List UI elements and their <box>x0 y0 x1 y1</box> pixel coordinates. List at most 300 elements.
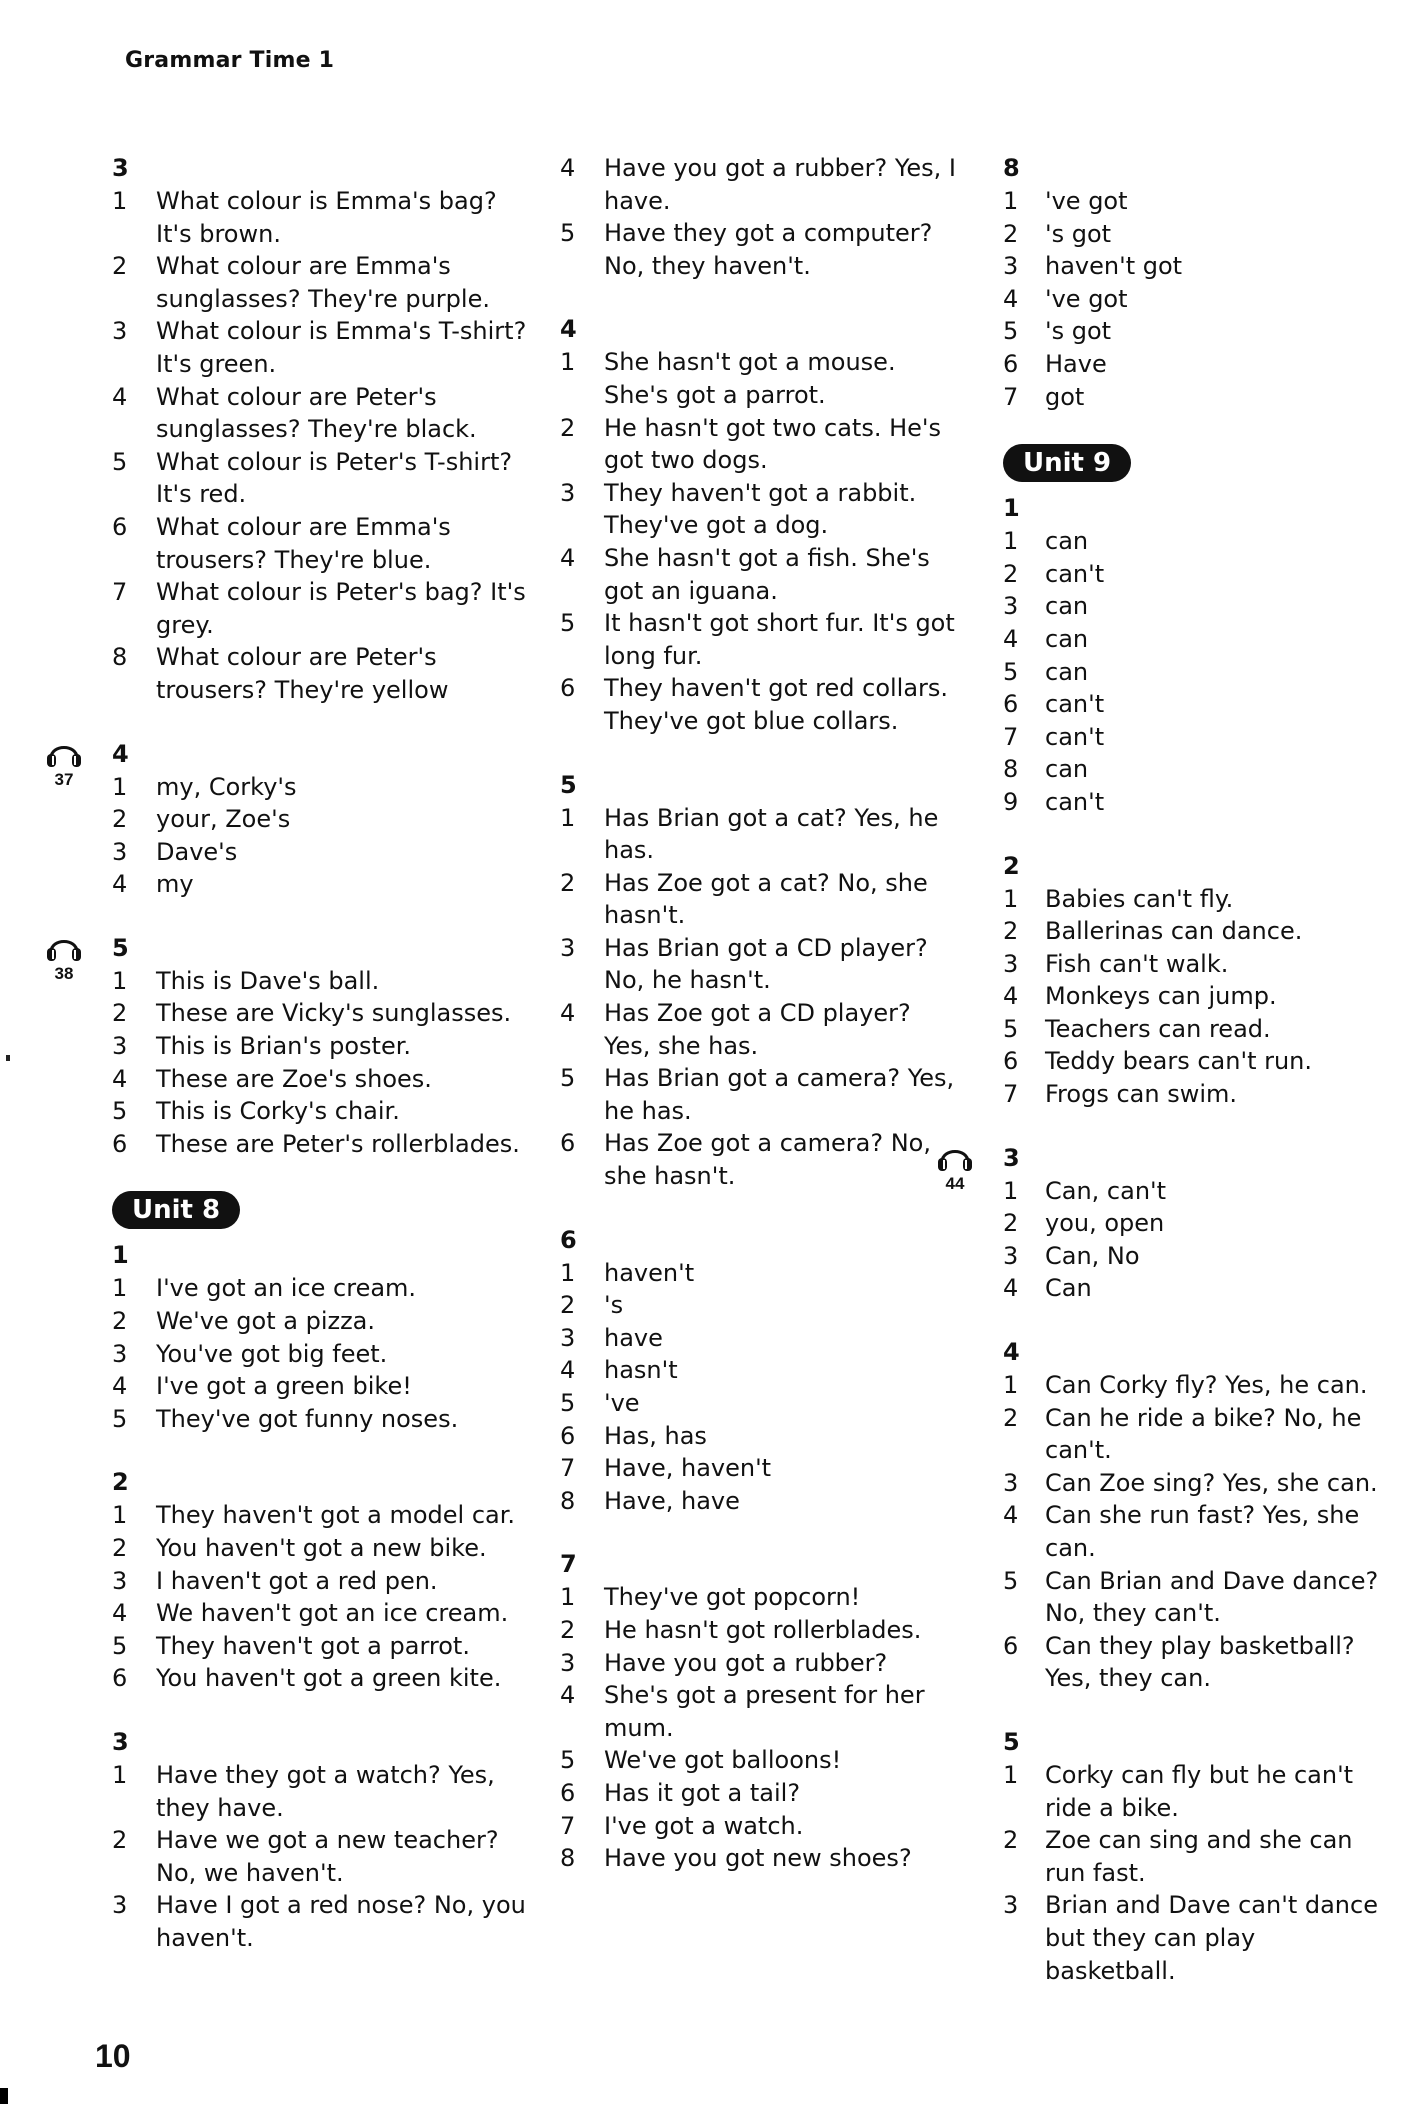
answer-item <box>560 1744 960 1777</box>
answer-number: 5 <box>112 1097 128 1126</box>
answer-text: This is Brian's poster. <box>156 1032 412 1061</box>
answer-item <box>1003 915 1393 948</box>
answer-text: Can they play basketball? Yes, they can. <box>1045 1631 1355 1693</box>
answer-text: You haven't got a green kite. <box>156 1664 502 1693</box>
answer-text: 's got <box>1045 219 1112 248</box>
answer-number: 3 <box>112 1339 128 1368</box>
answer-item <box>560 1581 960 1614</box>
answer-text: Has Brian got a CD player? No, he hasn't. <box>604 933 928 995</box>
answer-item <box>560 1614 960 1647</box>
answer-text: Can he ride a bike? No, he can't. <box>1045 1403 1362 1465</box>
answer-number: 2 <box>1003 1403 1019 1432</box>
answer-list <box>1003 525 1393 818</box>
answer-item <box>560 542 960 607</box>
answer-item <box>112 1597 532 1630</box>
exercise-number: 7 <box>560 1550 577 1579</box>
answer-number: 8 <box>560 1486 576 1515</box>
answer-text: 've <box>604 1389 640 1417</box>
answer-item <box>112 868 532 901</box>
answer-item <box>560 1485 960 1518</box>
answer-item <box>112 836 532 869</box>
answer-item <box>112 446 532 511</box>
answer-number: 5 <box>1003 1566 1019 1595</box>
exercise-2 <box>1003 850 1393 1111</box>
answer-text: He hasn't got two cats. He's got two dogs. <box>604 413 942 475</box>
answer-item <box>560 477 960 542</box>
answer-text: Have we got a new teacher? No, we haven't. <box>156 1826 499 1887</box>
answer-item <box>1003 623 1393 656</box>
answer-text: Have, haven't <box>604 1454 772 1483</box>
answer-item <box>1003 786 1393 819</box>
answer-number: 6 <box>560 1778 576 1807</box>
answer-number: 7 <box>1003 722 1019 751</box>
answer-item <box>112 1063 532 1096</box>
answer-item <box>1003 1499 1393 1564</box>
answer-number: 1 <box>560 1258 576 1287</box>
answer-item <box>560 1842 960 1875</box>
answer-number: 4 <box>560 1356 576 1385</box>
exercise-number: 5 <box>560 770 577 799</box>
answer-number: 4 <box>560 999 576 1028</box>
answer-text: We've got balloons! <box>604 1746 842 1775</box>
answer-number: 4 <box>1003 1274 1019 1303</box>
answer-text: 's got <box>1045 317 1112 346</box>
answer-text: These are Vicky's sunglasses. <box>156 999 512 1028</box>
answer-text: can <box>1045 657 1089 686</box>
answer-item <box>560 1322 960 1355</box>
answer-item <box>1003 1759 1393 1824</box>
exercise-number: 5 <box>1003 1727 1020 1756</box>
answer-number: 3 <box>1003 1241 1019 1270</box>
answer-text: Can she run fast? Yes, she can. <box>1045 1501 1360 1562</box>
exercise-number: 4 <box>1003 1338 1020 1367</box>
answer-number: 5 <box>560 1746 576 1775</box>
answer-item <box>1003 283 1393 316</box>
answer-number: 7 <box>560 1454 576 1483</box>
answer-text: can <box>1045 624 1089 653</box>
answer-text: Has, has <box>604 1421 707 1450</box>
answer-text: can <box>1045 527 1089 556</box>
exercise-3 <box>112 152 532 707</box>
answer-number: 1 <box>1003 1176 1019 1205</box>
exercise-number: 1 <box>1003 494 1020 523</box>
answer-number: 3 <box>112 1891 128 1920</box>
answer-number: 3 <box>1003 1891 1019 1920</box>
answer-text: Have you got a rubber? Yes, I have. <box>604 154 956 215</box>
answer-number: 4 <box>1003 1501 1019 1530</box>
answer-list <box>560 1581 960 1874</box>
answer-text: He hasn't got rollerblades. <box>604 1615 922 1644</box>
answer-text: 've got <box>1045 187 1128 215</box>
answer-number: 4 <box>1003 982 1019 1011</box>
answer-text: Can <box>1045 1274 1092 1303</box>
answer-text: Dave's <box>156 837 238 866</box>
answer-item <box>112 1499 532 1532</box>
exercise-number: 2 <box>1003 851 1020 880</box>
answer-item <box>1003 753 1393 786</box>
answer-text: my <box>156 870 194 899</box>
answer-text: Teddy bears can't run. <box>1045 1047 1313 1076</box>
unit-badge: Unit 8 <box>112 1191 240 1229</box>
answer-text: can <box>1045 592 1089 621</box>
answer-number: 5 <box>112 1631 128 1660</box>
answer-text: What colour is Emma's bag? It's brown. <box>156 187 497 248</box>
answer-text: Have I got a red nose? No, you haven't. <box>156 1891 526 1952</box>
answer-item <box>1003 315 1393 348</box>
answer-number: 6 <box>1003 349 1019 378</box>
audio-track-number: 38 <box>54 963 74 983</box>
exercise-3 <box>112 1726 532 1955</box>
answer-item <box>1003 721 1393 754</box>
answer-item <box>1003 1240 1393 1273</box>
exercise-4 <box>1003 1336 1393 1695</box>
answer-number: 4 <box>560 154 576 182</box>
answer-number: 5 <box>560 219 576 248</box>
answer-text: Have you got a rubber? <box>604 1648 888 1677</box>
answer-item <box>112 1095 532 1128</box>
answer-item <box>560 1062 960 1127</box>
unit-badge: Unit 9 <box>1003 444 1131 482</box>
answer-item <box>1003 1402 1393 1467</box>
answer-item <box>1003 381 1393 414</box>
audio-track-marker <box>935 1142 975 1194</box>
answer-number: 4 <box>112 870 128 899</box>
answer-item <box>1003 1045 1393 1078</box>
answer-list <box>1003 883 1393 1111</box>
answer-number: 6 <box>1003 1631 1019 1660</box>
answer-text: We haven't got an ice cream. <box>156 1599 509 1628</box>
exercise-5 <box>54 932 532 1161</box>
scan-speck <box>6 1055 10 1061</box>
exercise-number: 8 <box>1003 154 1020 182</box>
exercise-number: 6 <box>560 1225 577 1254</box>
answer-number: 2 <box>112 1826 128 1855</box>
answer-item <box>560 1420 960 1453</box>
answer-item <box>1003 1824 1393 1889</box>
answer-number: 2 <box>112 805 128 834</box>
answer-text: We've got a pizza. <box>156 1307 376 1336</box>
answer-item <box>560 346 960 411</box>
answer-number: 3 <box>1003 592 1019 621</box>
answer-text: She hasn't got a mouse. She's got a parrot. <box>604 348 896 409</box>
exercise-5 <box>560 769 960 1193</box>
exercise-number: 4 <box>560 315 577 344</box>
answer-text: These are Peter's rollerblades. <box>156 1129 520 1158</box>
answer-text: haven't got <box>1045 252 1183 281</box>
answer-item <box>1003 558 1393 591</box>
answer-number: 3 <box>560 1648 576 1677</box>
answer-column-2 <box>560 152 960 1906</box>
answer-number: 3 <box>1003 1468 1019 1497</box>
answer-text: It hasn't got short fur. It's got long fur. <box>604 609 955 670</box>
answer-item <box>1003 1078 1393 1111</box>
answer-text: She hasn't got a fish. She's got an iguana. <box>604 543 930 605</box>
answer-item <box>112 803 532 836</box>
exercise-number: 2 <box>112 1468 129 1497</box>
answer-text: They haven't got a model car. <box>156 1501 516 1530</box>
answer-number: 2 <box>560 413 576 442</box>
answer-list <box>112 185 532 707</box>
answer-item <box>112 1403 532 1436</box>
answer-number: 6 <box>560 1421 576 1450</box>
answer-number: 5 <box>112 447 128 476</box>
headphones-icon <box>46 932 82 962</box>
exercise-1 <box>1003 492 1393 818</box>
answer-text: Fish can't walk. <box>1045 949 1229 978</box>
answer-text: I haven't got a red pen. <box>156 1566 438 1595</box>
answer-item <box>560 217 960 282</box>
answer-item <box>112 1370 532 1403</box>
answer-number: 2 <box>1003 917 1019 946</box>
exercise-number: 3 <box>112 1727 129 1756</box>
answer-text: I've got an ice cream. <box>156 1274 417 1303</box>
answer-text: They haven't got a parrot. <box>156 1631 470 1660</box>
answer-number: 2 <box>1003 219 1019 248</box>
answer-number: 3 <box>112 837 128 866</box>
exercise-3 <box>945 1142 1393 1305</box>
answer-number: 1 <box>112 966 128 995</box>
answer-number: 6 <box>1003 1047 1019 1076</box>
answer-text: Has Zoe got a cat? No, she hasn't. <box>604 868 928 930</box>
exercise-number: 5 <box>112 933 129 962</box>
answer-number: 2 <box>560 1615 576 1644</box>
answer-item <box>1003 688 1393 721</box>
exercise-4 <box>560 313 960 737</box>
exercise-2 <box>112 1466 532 1695</box>
answer-item <box>1003 883 1393 916</box>
answer-text: Can Corky fly? Yes, he can. <box>1045 1371 1368 1400</box>
unit-heading <box>112 1191 532 1239</box>
answer-item <box>112 1532 532 1565</box>
answer-number: 4 <box>560 543 576 572</box>
answer-number: 2 <box>560 868 576 897</box>
answer-text: haven't <box>604 1258 695 1287</box>
answer-text: What colour is Emma's T-shirt? It's green. <box>156 317 527 378</box>
answer-number: 2 <box>560 1291 576 1320</box>
answer-list <box>1003 1759 1393 1987</box>
answer-item <box>1003 185 1393 218</box>
exercise-number: 3 <box>1003 1143 1020 1172</box>
unit-heading <box>1003 444 1393 492</box>
answer-number: 3 <box>1003 252 1019 281</box>
answer-text: Has Brian got a cat? Yes, he has. <box>604 803 939 865</box>
answer-item <box>1003 1630 1393 1695</box>
answer-number: 2 <box>1003 1826 1019 1855</box>
answer-text: They've got funny noses. <box>156 1404 459 1433</box>
answer-item <box>112 576 532 641</box>
answer-number: 3 <box>560 933 576 962</box>
answer-number: 5 <box>560 1389 576 1417</box>
answer-text: 's <box>604 1291 624 1320</box>
answer-text: Teachers can read. <box>1045 1014 1271 1043</box>
answer-text: Have they got a watch? Yes, they have. <box>156 1760 495 1822</box>
exercise-continued <box>560 152 960 282</box>
answer-number: 1 <box>560 803 576 832</box>
answer-text: got <box>1045 382 1085 411</box>
scan-edge-mark <box>0 2088 8 2104</box>
answer-item <box>560 1452 960 1485</box>
audio-track-number: 37 <box>54 769 74 789</box>
answer-text: 've got <box>1045 284 1128 313</box>
answer-text: Have <box>1045 349 1107 378</box>
exercise-8 <box>1003 152 1393 413</box>
exercise-1 <box>112 1239 532 1435</box>
answer-item <box>1003 1889 1393 1987</box>
exercise-5 <box>1003 1726 1393 1987</box>
answer-item <box>560 1257 960 1290</box>
answer-number: 4 <box>112 1064 128 1093</box>
answer-text: Babies can't fly. <box>1045 884 1234 913</box>
answer-item <box>112 1305 532 1338</box>
answer-item <box>1003 250 1393 283</box>
answer-number: 1 <box>560 1583 576 1612</box>
headphones-icon <box>46 738 82 768</box>
answer-item <box>560 607 960 672</box>
answer-number: 1 <box>112 1274 128 1303</box>
answer-list <box>112 1499 532 1695</box>
answer-item <box>112 771 532 804</box>
answer-item <box>560 1127 960 1192</box>
answer-text: your, Zoe's <box>156 805 291 834</box>
answer-item <box>112 1272 532 1305</box>
answer-number: 6 <box>112 1129 128 1158</box>
answer-item <box>112 511 532 576</box>
answer-item <box>560 1777 960 1810</box>
answer-item <box>560 1289 960 1322</box>
answer-item <box>1003 1565 1393 1630</box>
answer-item <box>112 1630 532 1663</box>
answer-text: can't <box>1045 690 1105 719</box>
answer-column-1 <box>54 152 532 1986</box>
answer-item <box>1003 948 1393 981</box>
answer-item <box>1003 980 1393 1013</box>
answer-number: 3 <box>1003 949 1019 978</box>
audio-track-marker <box>44 738 84 790</box>
answer-text: Zoe can sing and she can run fast. <box>1045 1826 1353 1887</box>
answer-item <box>1003 1013 1393 1046</box>
answer-item <box>112 1824 532 1889</box>
answer-text: Corky can fly but he can't ride a bike. <box>1045 1760 1354 1822</box>
answer-item <box>1003 525 1393 558</box>
answer-text: Have they got a computer? No, they haven't. <box>604 219 933 280</box>
answer-item <box>112 1338 532 1371</box>
answer-text: my, Corky's <box>156 772 297 801</box>
answer-number: 2 <box>1003 1209 1019 1238</box>
answer-list <box>560 802 960 1193</box>
answer-list <box>112 965 532 1161</box>
answer-text: Have you got new shoes? <box>604 1844 912 1873</box>
answer-text: These are Zoe's shoes. <box>156 1064 432 1093</box>
answer-text: I've got a watch. <box>604 1811 804 1840</box>
answer-number: 1 <box>1003 884 1019 913</box>
answer-number: 1 <box>560 348 576 377</box>
answer-item <box>1003 656 1393 689</box>
answer-item <box>560 867 960 932</box>
answer-text: They haven't got a rabbit. They've got a dog. <box>604 478 917 540</box>
answer-number: 1 <box>1003 1371 1019 1400</box>
answer-list <box>560 152 960 282</box>
answer-text: I've got a green bike! <box>156 1372 412 1401</box>
answer-number: 2 <box>112 1307 128 1336</box>
answer-item <box>1003 1272 1393 1305</box>
answer-number: 7 <box>1003 382 1019 411</box>
answer-item <box>560 802 960 867</box>
answer-item <box>112 1889 532 1954</box>
page-number: 10 <box>95 2038 131 2074</box>
answer-number: 4 <box>112 1372 128 1401</box>
answer-number: 1 <box>1003 527 1019 556</box>
answer-item <box>112 250 532 315</box>
page-corner-mask <box>981 0 1408 94</box>
answer-number: 5 <box>560 609 576 638</box>
answer-item <box>112 997 532 1030</box>
answer-item <box>112 1662 532 1695</box>
answer-number: 4 <box>1003 284 1019 313</box>
answer-text: Has Brian got a camera? Yes, he has. <box>604 1064 955 1125</box>
answer-number: 9 <box>1003 787 1019 816</box>
answer-number: 3 <box>112 1032 128 1061</box>
answer-item <box>112 381 532 446</box>
answer-text: Have, have <box>604 1486 740 1515</box>
answer-item <box>560 672 960 737</box>
answer-number: 2 <box>1003 559 1019 588</box>
answer-text: What colour are Emma's trousers? They're blue. <box>156 512 451 574</box>
answer-text: can <box>1045 755 1089 784</box>
exercise-7 <box>560 1548 960 1874</box>
answer-item <box>560 932 960 997</box>
answer-text: They haven't got red collars. They've got blue collars. <box>604 674 949 735</box>
answer-number: 5 <box>1003 317 1019 346</box>
answer-item <box>112 965 532 998</box>
answer-number: 3 <box>112 1566 128 1595</box>
answer-number: 8 <box>112 643 128 672</box>
answer-text: What colour are Emma's sunglasses? They're purple. <box>156 252 490 313</box>
answer-number: 2 <box>112 999 128 1028</box>
answer-item <box>560 1679 960 1744</box>
exercise-4 <box>54 738 532 901</box>
answer-item <box>560 152 960 217</box>
answer-list <box>1003 185 1393 413</box>
answer-item <box>112 185 532 250</box>
answer-item <box>1003 590 1393 623</box>
answer-text: You haven't got a new bike. <box>156 1534 487 1562</box>
answer-text: What colour is Peter's bag? It's grey. <box>156 578 526 639</box>
answer-item <box>560 1647 960 1680</box>
answer-text: This is Dave's ball. <box>156 966 380 995</box>
answer-text: Brian and Dave can't dance but they can play basketball. <box>1045 1891 1378 1985</box>
answer-text: Monkeys can jump. <box>1045 982 1277 1011</box>
answer-item <box>1003 1467 1393 1500</box>
answer-text: Can Brian and Dave dance? No, they can't. <box>1045 1566 1379 1628</box>
answer-text: have <box>604 1323 663 1352</box>
answer-number: 7 <box>1003 1080 1019 1109</box>
answer-number: 4 <box>112 1599 128 1628</box>
answer-number: 4 <box>1003 624 1019 653</box>
answer-number: 2 <box>112 1534 128 1562</box>
answer-item <box>112 1030 532 1063</box>
answer-number: 5 <box>112 1404 128 1433</box>
answer-list <box>1003 1369 1393 1695</box>
answer-number: 1 <box>112 1760 128 1789</box>
audio-track-marker <box>44 932 84 984</box>
answer-text: you, open <box>1045 1209 1165 1238</box>
headphones-icon <box>937 1142 973 1172</box>
answer-text: hasn't <box>604 1356 678 1385</box>
answer-number: 8 <box>1003 755 1019 784</box>
answer-number: 4 <box>560 1681 576 1710</box>
answer-number: 6 <box>1003 690 1019 719</box>
answer-list <box>560 346 960 737</box>
